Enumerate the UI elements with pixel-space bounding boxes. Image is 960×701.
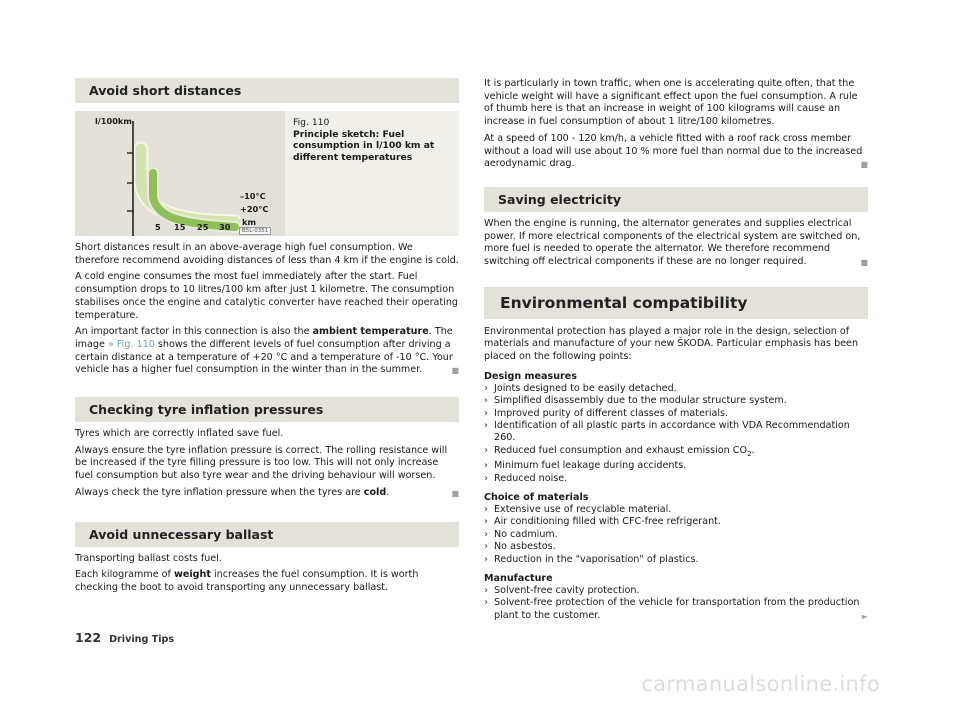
chevron-right-icon: › (484, 597, 488, 609)
paragraph: It is particularly in town traffic, when one is accelerating quite often, that the vehicle weight will have a significant effect upon the fuel consumption. A rule of thumb here is that an increase in weight of 100 kilograms will cause an increase in fuel consumption of about 1 litre/100 kilometres. (484, 78, 858, 128)
paragraph: At a speed of 100 - 120 km/h, a vehicle fitted with a roof rack cross member without a load will use about 10 % more fuel than normal due to the increased aerodynamic drag. ■ (484, 133, 868, 171)
chevron-right-icon: › (484, 541, 488, 553)
footer-section-name: Driving Tips (109, 634, 175, 645)
section-end-icon: ■ (860, 160, 868, 170)
list-item: › Improved purity of different classes of materials. (484, 407, 729, 419)
list-item: › Joints designed to be easily detached. (484, 382, 677, 394)
section-end-icon: ■ (451, 488, 459, 498)
section-heading-ballast: Avoid unnecessary ballast (75, 522, 459, 547)
figure-110 (75, 111, 459, 236)
paragraph: Each kilogramme of weight increases the fuel consumption. It is worth checking the boot to avoid transporting any unnecessary ballast. (75, 569, 419, 593)
list-item: › No cadmium. (484, 528, 558, 540)
page-footer (75, 630, 174, 645)
list-item: › Air conditioning filled with CFC-free refrigerant. (484, 516, 721, 528)
diagram-legend-plus20: +20°C (240, 204, 269, 214)
diagram-legend-minus10: –10°C (240, 191, 266, 201)
list-item: › Reduced fuel consumption and exhaust emission $CO_2$. (484, 444, 755, 458)
paragraph: Short distances result in an above-average high fuel consumption. We therefore recommend avoiding distances of less than 4 km if the engine is cold. (75, 242, 459, 266)
diagram-x-tick-label-3: 25 (197, 222, 209, 232)
diagram-y-label: l/100km (95, 116, 132, 126)
section-end-icon: ■ (451, 366, 459, 376)
paragraph: A cold engine consumes the most fuel immediately after the start. Fuel consumption drops to 10 litres/100 km after just 1 kilometre. The consumption stabilises once the engine and catalytic converter have reached their operating temperature. (75, 271, 458, 321)
section-end-icon: ■ (860, 258, 868, 268)
paragraph: An important factor in this connection is also the ambient temperature. The image » Fig. 110 shows the different levels of fuel consumption after driving a certain distance at a temperature of +20 °C and a temperature of -10 °C. Your vehicle has a higher fuel consumption in the winter than in the summer. ■ (75, 326, 459, 377)
list-item: › Minimum fuel leakage during accidents. (484, 460, 687, 472)
list-item: › Reduced noise. (484, 472, 568, 484)
diagram-code: B5L-0351 (239, 227, 271, 235)
watermark: carmanualsonline.info (641, 672, 880, 696)
chevron-right-icon: › (484, 444, 488, 456)
section-heading-saving-electricity: Saving electricity (484, 187, 868, 212)
manufacture-list (484, 585, 868, 622)
paragraph: Transporting ballast costs fuel. (75, 552, 222, 564)
list-item: › Simplified disassembly due to the modular structure system. (484, 395, 787, 407)
paragraph: Always ensure the tyre inflation pressure is correct. The rolling resistance will be increased if the tyre filling pressure is too low. This will not only increase fuel consumption but also tyre wear and the driving behaviour will worsen. (75, 444, 448, 482)
left-column (75, 78, 459, 595)
paragraph: Environmental protection has played a major role in the design, selection of materials and manufacture of your new ŠKODA. Particular emphasis has been placed on the following points: (484, 325, 859, 363)
list-item: › Identification of all plastic parts in accordance with VDA Recommendation 260. (484, 420, 850, 444)
diagram-x-tick-label-1: 5 (155, 222, 161, 232)
chevron-right-icon: › (484, 528, 488, 540)
chevron-right-icon: › (484, 460, 488, 472)
chevron-right-icon: › (484, 395, 488, 407)
chevron-right-icon: › (484, 420, 488, 432)
page-number: 122 (75, 630, 102, 645)
chevron-right-icon: › (484, 516, 488, 528)
right-column (484, 78, 868, 623)
subheading-manufacture: Manufacture (484, 573, 553, 585)
diagram-legend-km: km (242, 217, 256, 227)
list-item: › Solvent-free protection of the vehicle for transportation from the production plant to the customer. ► (484, 597, 868, 622)
section-heading-short-distances: Avoid short distances (75, 78, 459, 103)
chevron-right-icon: › (484, 504, 488, 515)
chevron-right-icon: › (484, 407, 488, 419)
co2-subscript: 2 (747, 449, 752, 458)
chevron-right-icon: › (484, 553, 488, 565)
list-item: › Reduction in the "vaporisation" of plastics. (484, 553, 699, 565)
list-item: › Extensive use of recyclable material. (484, 504, 672, 515)
figure-caption-text: Principle sketch: Fuel consumption in l/100 km at different temperatures (293, 128, 435, 163)
chevron-right-icon: › (484, 472, 488, 484)
paragraph: Always check the tyre inflation pressure when the tyres are cold. ■ (75, 487, 459, 500)
fuel-consumption-diagram (75, 111, 285, 236)
chevron-right-icon: › (484, 585, 488, 597)
section-heading-tyre-pressures: Checking tyre inflation pressures (75, 397, 459, 422)
paragraph: When the engine is running, the alternator generates and supplies electrical power. If more electrical components of the electrical system are switched on, more fuel is needed to operate the alternator. We therefore recommend switching off electrical components if these are no longer required. ■ (484, 218, 868, 269)
list-item: › Solvent-free cavity protection. (484, 585, 640, 597)
chapter-heading-environmental: Environmental compatibility (484, 287, 868, 319)
diagram-x-tick-label-2: 15 (174, 222, 186, 232)
figure-caption (285, 111, 459, 236)
subheading-design-measures: Design measures (484, 370, 577, 382)
materials-list (484, 504, 868, 566)
fig-110-link[interactable]: » Fig. 110 (107, 338, 155, 350)
subheading-choice-of-materials: Choice of materials (484, 492, 589, 503)
diagram-x-tick-label-4: 30 (219, 222, 231, 232)
figure-number: Fig. 110 (293, 117, 330, 128)
list-item: › No asbestos. (484, 541, 556, 553)
design-measures-list (484, 383, 868, 485)
continued-arrow-icon: ► (861, 611, 868, 621)
chevron-right-icon: › (484, 382, 488, 394)
paragraph: Tyres which are correctly inflated save fuel. (75, 428, 284, 440)
